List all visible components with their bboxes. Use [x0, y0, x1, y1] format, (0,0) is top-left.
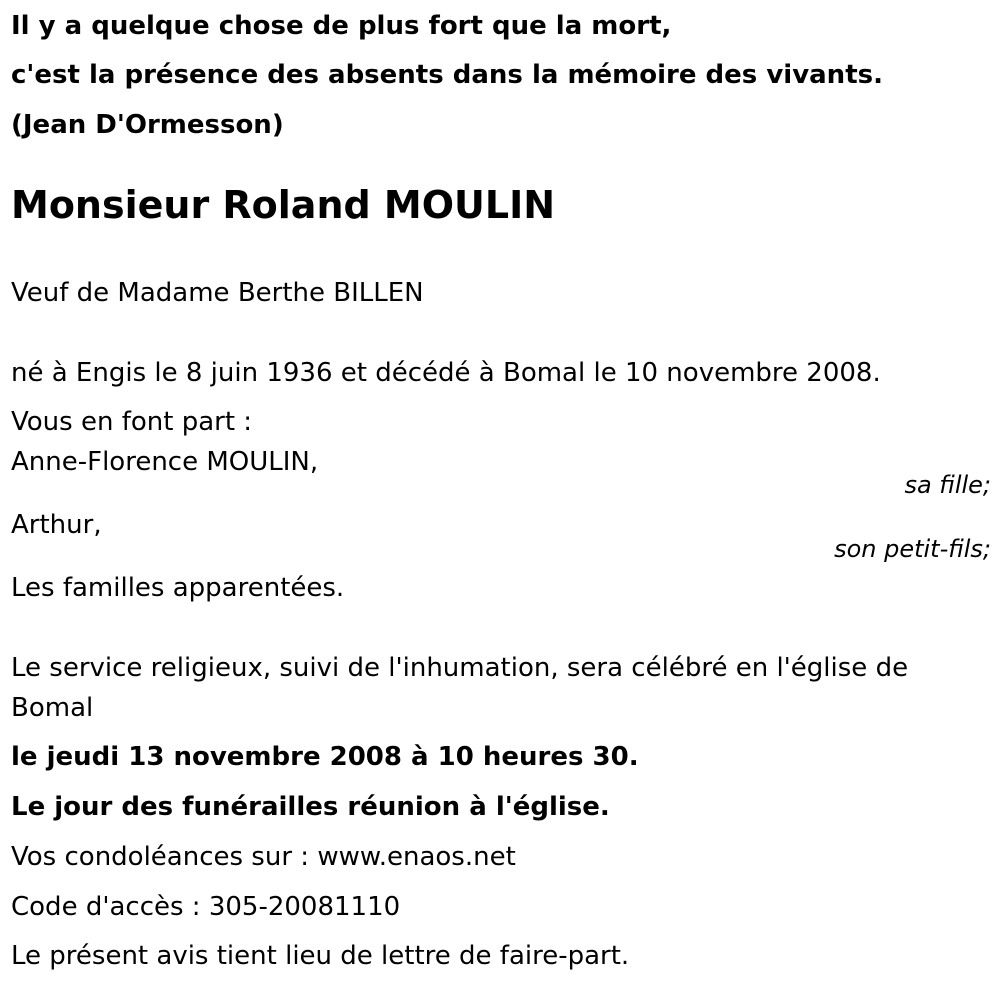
obituary-notice [11, 0, 991, 991]
condolences-line: Vos condoléances sur : www.enaos.net [11, 842, 516, 872]
quote-line-2: c'est la présence des absents dans la mémoire des vivants. [11, 60, 883, 90]
announcers-intro: Vous en font part : [11, 407, 253, 437]
deceased-name: Monsieur Roland MOULIN [11, 183, 556, 227]
quote-author: (Jean D'Ormesson) [11, 110, 284, 140]
birth-death-line: né à Engis le 8 juin 1936 et décédé à Bomal le 10 novembre 2008. [11, 358, 881, 388]
notice-line: Le présent avis tient lieu de lettre de faire-part. [11, 941, 630, 971]
families-line: Les familles apparentées. [11, 573, 345, 603]
quote-line-1: Il y a quelque chose de plus fort que la mort, [11, 11, 672, 41]
announcer-name: Arthur, [11, 510, 102, 540]
service-line-2: Bomal [11, 693, 94, 723]
spouse-line: Veuf de Madame Berthe BILLEN [11, 278, 424, 308]
service-datetime: le jeudi 13 novembre 2008 à 10 heures 30. [11, 742, 639, 772]
announcer-relation: sa fille; [904, 471, 991, 499]
announcer-name: Anne-Florence MOULIN, [11, 447, 319, 477]
access-code-line: Code d'accès : 305-20081110 [11, 892, 401, 922]
meeting-line: Le jour des funérailles réunion à l'église. [11, 792, 610, 822]
service-line-1: Le service religieux, suivi de l'inhumation, sera célébré en l'église de [11, 653, 909, 683]
announcer-relation: son petit-fils; [834, 535, 991, 563]
